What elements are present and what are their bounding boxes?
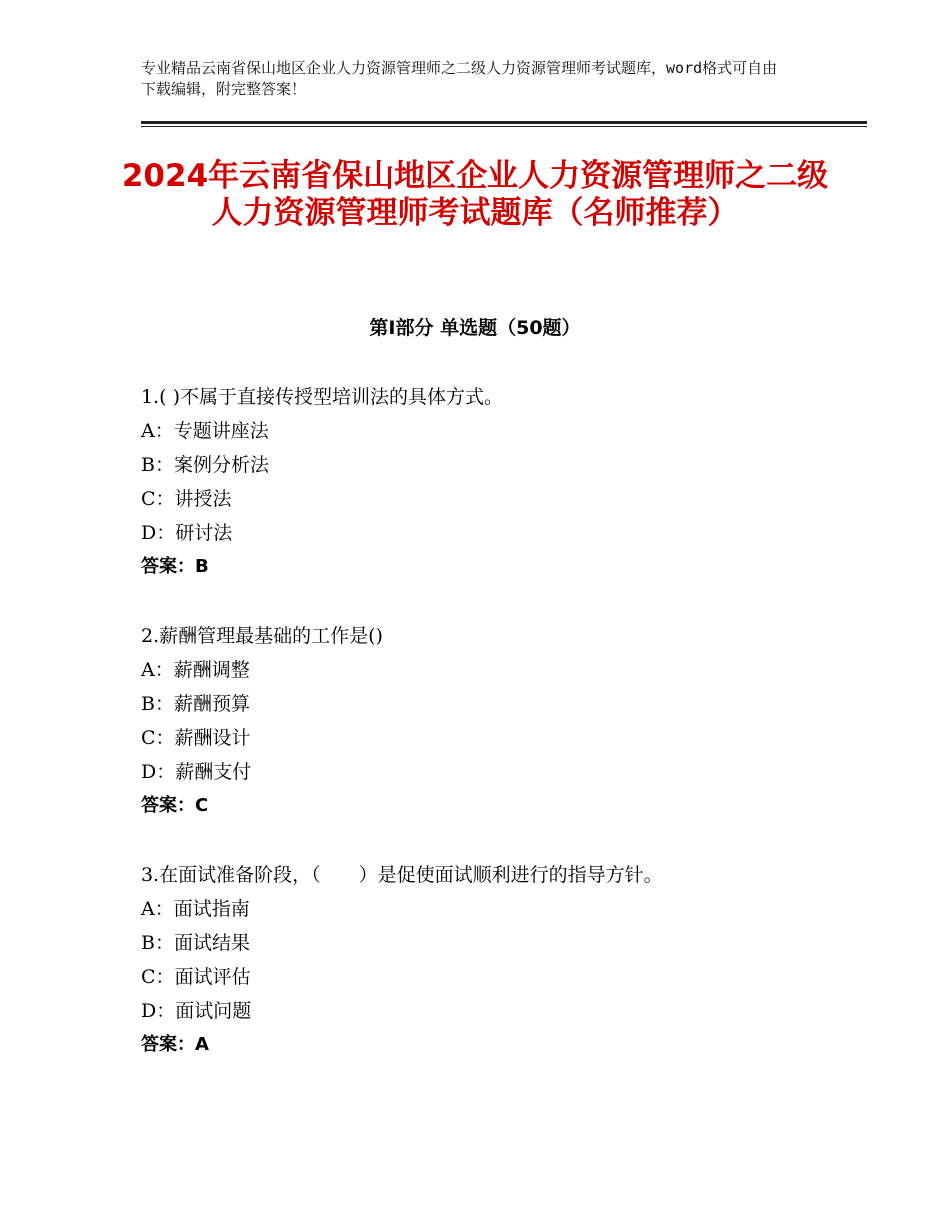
option-c: C：面试评估 xyxy=(141,966,251,988)
document-title: 2024年云南省保山地区企业人力资源管理师之二级人力资源管理师考试题库（名师推荐） xyxy=(121,158,829,231)
option-b: B：案例分析法 xyxy=(141,454,269,476)
option-a: A：面试指南 xyxy=(141,898,250,920)
answer: 答案：C xyxy=(141,795,209,816)
option-c: C：讲授法 xyxy=(141,488,232,510)
question-stem: 2.薪酬管理最基础的工作是() xyxy=(141,625,383,647)
answer: 答案：B xyxy=(141,556,209,577)
header-rule-thin xyxy=(141,126,867,127)
option-d: D：研讨法 xyxy=(141,522,233,544)
question-3 xyxy=(141,858,841,1062)
option-a: A：专题讲座法 xyxy=(141,420,269,442)
option-b: B：薪酬预算 xyxy=(141,693,250,715)
question-1 xyxy=(141,380,841,584)
header-rule-thick xyxy=(141,121,867,124)
option-c: C：薪酬设计 xyxy=(141,727,251,749)
header-note: 专业精品云南省保山地区企业人力资源管理师之二级人力资源管理师考试题库，word格式可自由下载编辑，附完整答案！ xyxy=(141,59,778,98)
option-b: B：面试结果 xyxy=(141,932,250,954)
option-d: D：面试问题 xyxy=(141,1000,252,1022)
question-stem: 1.( )不属于直接传授型培训法的具体方式。 xyxy=(141,386,503,408)
answer: 答案：A xyxy=(141,1034,209,1055)
option-a: A：薪酬调整 xyxy=(141,659,250,681)
section-heading: 第Ⅰ部分 单选题（50题） xyxy=(369,317,581,339)
question-2 xyxy=(141,619,841,823)
question-stem: 3.在面试准备阶段，（ ）是促使面试顺利进行的指导方针。 xyxy=(141,864,663,886)
option-d: D：薪酬支付 xyxy=(141,761,252,783)
